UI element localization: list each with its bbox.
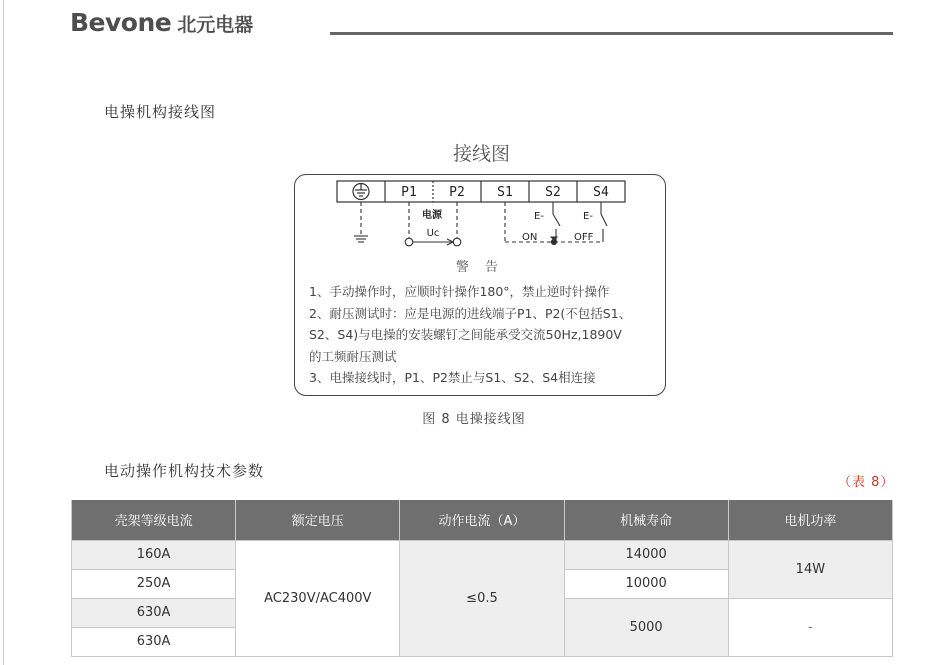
table-cell: 10000 <box>564 569 728 598</box>
section-title-wiring: 电操机构接线图 <box>104 103 217 121</box>
figure-caption: 图 8 电操接线图 <box>422 412 526 427</box>
table-cell: - <box>728 598 892 656</box>
warning-text <box>309 281 661 389</box>
spec-table <box>71 500 893 657</box>
e-label: E- <box>534 211 544 222</box>
column-header: 机械寿命 <box>564 500 728 540</box>
e-label: E- <box>583 211 593 222</box>
header-divider <box>330 32 893 35</box>
logo-text-cn: 北元电器 <box>177 14 254 36</box>
section-title-params: 电动操作机构技术参数 <box>104 462 265 480</box>
off-label: OFF <box>574 232 594 243</box>
table-cell: ≤0.5 <box>400 540 564 656</box>
terminal-label: S4 <box>593 185 609 200</box>
warning-line: 的工频耐压测试 <box>309 348 397 364</box>
logo-text-en: Bevone <box>70 8 172 37</box>
table-number-tag: （表 8） <box>838 475 895 490</box>
table-cell: 630A <box>72 598 236 627</box>
terminal-label: S1 <box>497 185 513 200</box>
column-header: 额定电压 <box>236 500 400 540</box>
column-header: 电机功率 <box>728 500 892 540</box>
table-cell: 5000 <box>564 598 728 656</box>
warning-line: 1、手动操作时，应顺时针操作180°，禁止逆时针操作 <box>309 284 610 299</box>
table-cell: 14000 <box>564 540 728 569</box>
power-label: 电源 <box>422 210 442 221</box>
warning-line: 2、耐压测试时：应是电源的进线端子P1、P2(不包括S1、 <box>309 305 632 321</box>
warning-line: 3、电操接线时，P1、P2禁止与S1、S2、S4相连接 <box>309 370 596 385</box>
table-cell: 630A <box>72 627 236 656</box>
warning-line: S2、S4)与电操的安装螺钉之间能承受交流50Hz,1890V <box>309 327 622 342</box>
brand-logo <box>70 8 253 38</box>
column-header: 壳架等级电流 <box>72 500 236 540</box>
column-header: 动作电流（A） <box>400 500 564 540</box>
page-left-border <box>3 0 4 665</box>
table-cell: AC230V/AC400V <box>236 540 400 656</box>
terminal-label: P2 <box>449 185 465 200</box>
uc-label: Uc <box>426 228 440 239</box>
table-cell: 160A <box>72 540 236 569</box>
table-cell: 250A <box>72 569 236 598</box>
on-label: ON <box>522 232 538 243</box>
junction-dot-icon <box>551 237 557 245</box>
terminal-label: S2 <box>545 185 561 200</box>
diagram-title: 接线图 <box>452 143 510 165</box>
table-cell: 14W <box>728 540 892 598</box>
warning-title: 警 告 <box>455 260 505 275</box>
table-row <box>72 540 893 569</box>
table-header-row <box>72 500 893 540</box>
terminal-label: P1 <box>401 185 417 200</box>
ground-symbol-icon <box>353 184 369 200</box>
